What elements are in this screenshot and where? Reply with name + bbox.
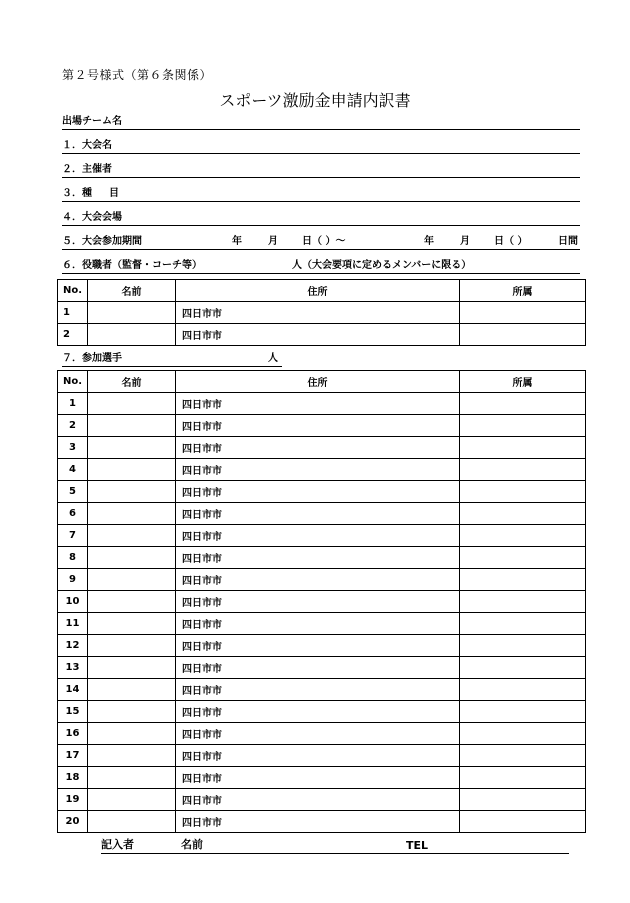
table-row [58,324,586,346]
table-row [58,525,586,547]
name-cell[interactable] [88,525,176,547]
table-row [58,415,586,437]
period-month-end: 月 [460,236,470,247]
affiliation-cell[interactable] [460,635,586,657]
address-cell[interactable]: 四日市市 [176,503,460,525]
period-days: 日間 [558,236,578,247]
table-row [58,613,586,635]
row-no: 15 [58,701,88,723]
row-no: 7 [58,525,88,547]
officials-suffix: 人（大会要項に定めるメンバーに限る） [292,260,472,271]
table-row [58,393,586,415]
table-row [58,459,586,481]
name-cell[interactable] [88,302,176,324]
organizer-field[interactable] [62,159,580,178]
row-no: 18 [58,767,88,789]
table-row [58,767,586,789]
address-cell[interactable]: 四日市市 [176,324,460,346]
address-cell[interactable]: 四日市市 [176,393,460,415]
name-cell[interactable] [88,701,176,723]
affiliation-cell[interactable] [460,811,586,833]
table-row [58,302,586,324]
table-row [58,635,586,657]
address-cell[interactable]: 四日市市 [176,415,460,437]
recorder-tel-label: TEL [406,839,429,852]
name-cell[interactable] [88,591,176,613]
header-name: 名前 [88,371,176,393]
name-cell[interactable] [88,767,176,789]
period-day-end: 日（ ） [494,236,528,247]
name-cell[interactable] [88,437,176,459]
row-no: 11 [58,613,88,635]
address-cell[interactable]: 四日市市 [176,657,460,679]
team-name-field[interactable] [62,111,580,130]
organizer-label: ２．主催者 [62,164,112,175]
affiliation-cell[interactable] [460,745,586,767]
table-row [58,701,586,723]
recorder-line[interactable] [101,836,569,854]
header-no: No. [58,280,88,302]
address-cell[interactable]: 四日市市 [176,811,460,833]
address-cell[interactable]: 四日市市 [176,459,460,481]
row-no: 1 [58,302,88,324]
affiliation-cell[interactable] [460,701,586,723]
address-cell[interactable]: 四日市市 [176,701,460,723]
table-row [58,811,586,833]
row-no: 10 [58,591,88,613]
address-cell[interactable]: 四日市市 [176,525,460,547]
period-day-start: 日（ ）～ [302,236,346,247]
players-label: ７．参加選手 [62,353,122,364]
venue-label: ４．大会会場 [62,212,122,223]
name-cell[interactable] [88,613,176,635]
name-cell[interactable] [88,789,176,811]
header-name: 名前 [88,280,176,302]
officials-table [57,279,586,346]
name-cell[interactable] [88,415,176,437]
row-no: 17 [58,745,88,767]
row-no: 1 [58,393,88,415]
event-label-2: 目 [109,188,119,199]
header-no: No. [58,371,88,393]
name-cell[interactable] [88,324,176,346]
period-year-start: 年 [232,236,242,247]
name-cell[interactable] [88,723,176,745]
address-cell[interactable]: 四日市市 [176,635,460,657]
affiliation-cell[interactable] [460,569,586,591]
period-field[interactable] [62,231,580,250]
address-cell[interactable]: 四日市市 [176,547,460,569]
affiliation-cell[interactable] [460,767,586,789]
address-cell[interactable]: 四日市市 [176,723,460,745]
address-cell[interactable]: 四日市市 [176,302,460,324]
row-no: 16 [58,723,88,745]
affiliation-cell[interactable] [460,324,586,346]
row-no: 12 [58,635,88,657]
name-cell[interactable] [88,547,176,569]
name-cell[interactable] [88,569,176,591]
header-address: 住所 [176,371,460,393]
name-cell[interactable] [88,635,176,657]
affiliation-cell[interactable] [460,393,586,415]
team-name-label: 出場チーム名 [62,116,122,127]
period-month-start: 月 [268,236,278,247]
event-field[interactable] [62,183,580,202]
venue-field[interactable] [62,207,580,226]
address-cell[interactable]: 四日市市 [176,569,460,591]
address-cell[interactable]: 四日市市 [176,679,460,701]
affiliation-cell[interactable] [460,591,586,613]
table-row [58,437,586,459]
address-cell[interactable]: 四日市市 [176,613,460,635]
header-affiliation: 所属 [460,371,586,393]
event-label: ３．種 [62,188,92,199]
table-row [58,745,586,767]
players-suffix: 人 [268,353,278,364]
players-field[interactable] [62,348,282,367]
row-no: 4 [58,459,88,481]
affiliation-cell[interactable] [460,657,586,679]
table-row [58,547,586,569]
row-no: 3 [58,437,88,459]
table-row [58,789,586,811]
name-cell[interactable] [88,811,176,833]
name-cell[interactable] [88,679,176,701]
address-cell[interactable]: 四日市市 [176,745,460,767]
row-no: 13 [58,657,88,679]
address-cell[interactable]: 四日市市 [176,767,460,789]
table-row [58,481,586,503]
row-no: 9 [58,569,88,591]
document-title: スポーツ激励金申請内訳書 [219,91,411,110]
row-no: 5 [58,481,88,503]
table-row [58,569,586,591]
affiliation-cell[interactable] [460,789,586,811]
address-cell[interactable]: 四日市市 [176,591,460,613]
affiliation-cell[interactable] [460,302,586,324]
affiliation-cell[interactable] [460,437,586,459]
period-year-end: 年 [424,236,434,247]
affiliation-cell[interactable] [460,503,586,525]
row-no: 8 [58,547,88,569]
affiliation-cell[interactable] [460,679,586,701]
name-cell[interactable] [88,745,176,767]
affiliation-cell[interactable] [460,613,586,635]
affiliation-cell[interactable] [460,525,586,547]
table-row [58,679,586,701]
address-cell[interactable]: 四日市市 [176,789,460,811]
table-row [58,503,586,525]
affiliation-cell[interactable] [460,459,586,481]
row-no: 2 [58,324,88,346]
affiliation-cell[interactable] [460,547,586,569]
name-cell[interactable] [88,459,176,481]
table-row [58,723,586,745]
tournament-name-label: １．大会名 [62,140,112,151]
name-cell[interactable] [88,503,176,525]
affiliation-cell[interactable] [460,481,586,503]
tournament-name-field[interactable] [62,135,580,154]
address-cell[interactable]: 四日市市 [176,481,460,503]
row-no: 6 [58,503,88,525]
row-no: 14 [58,679,88,701]
recorder-name-label: 名前 [181,838,203,851]
name-cell[interactable] [88,481,176,503]
row-no: 19 [58,789,88,811]
table-row [58,591,586,613]
affiliation-cell[interactable] [460,723,586,745]
period-label: ５．大会参加期間 [62,236,142,247]
officials-field[interactable] [62,255,580,274]
row-no: 20 [58,811,88,833]
recorder-label: 記入者 [101,838,134,851]
header-address: 住所 [176,280,460,302]
form-number: 第２号様式（第６条関係） [62,68,213,82]
officials-label: ６．役職者（監督・コーチ等） [62,260,202,271]
table-header-row [58,371,586,393]
address-cell[interactable]: 四日市市 [176,437,460,459]
row-no: 2 [58,415,88,437]
name-cell[interactable] [88,657,176,679]
players-table [57,370,586,833]
table-header-row [58,280,586,302]
name-cell[interactable] [88,393,176,415]
affiliation-cell[interactable] [460,415,586,437]
header-affiliation: 所属 [460,280,586,302]
table-row [58,657,586,679]
